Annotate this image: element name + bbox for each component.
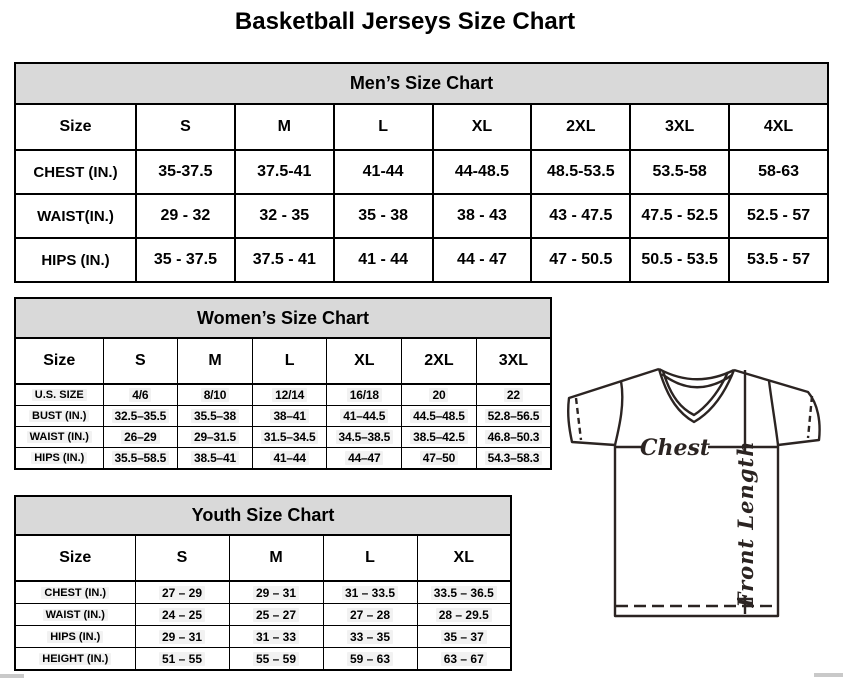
size-value-cell: 33 – 35 (323, 626, 417, 648)
row-label: WAIST (IN.) (15, 427, 103, 448)
size-value-cell: 33.5 – 36.5 (417, 581, 511, 604)
table-row (15, 406, 551, 427)
size-value-cell: 27 – 28 (323, 604, 417, 626)
size-value-cell: 38 - 43 (433, 194, 532, 238)
size-value-cell: 58-63 (729, 150, 828, 194)
front-length-label: Front Length (733, 440, 758, 608)
size-column-header: S (103, 338, 178, 384)
row-label: HIPS (IN.) (15, 238, 136, 282)
row-label: BUST (IN.) (15, 406, 103, 427)
size-value-cell: 41–44.5 (327, 406, 402, 427)
jersey-outline (568, 369, 819, 616)
table-row (15, 448, 551, 470)
size-value-cell: 52.8–56.5 (476, 406, 551, 427)
size-value-cell: 8/10 (178, 384, 253, 406)
men-table-title: Men’s Size Chart (15, 63, 828, 104)
size-value-cell: 55 – 59 (229, 648, 323, 671)
size-column-header: XL (327, 338, 402, 384)
size-value-cell: 34.5–38.5 (327, 427, 402, 448)
size-value-cell: 4/6 (103, 384, 178, 406)
chest-label: Chest (639, 435, 711, 461)
size-column-header: 2XL (531, 104, 630, 150)
jersey-measurement-diagram (556, 358, 826, 624)
size-value-cell: 50.5 - 53.5 (630, 238, 729, 282)
size-value-cell: 20 (402, 384, 477, 406)
size-column-header: 3XL (630, 104, 729, 150)
size-value-cell: 53.5 - 57 (729, 238, 828, 282)
size-value-cell: 35.5–58.5 (103, 448, 178, 470)
size-value-cell: 44.5–48.5 (402, 406, 477, 427)
size-value-cell: 35 - 37.5 (136, 238, 235, 282)
table-row (15, 194, 828, 238)
youth-size-table (14, 495, 512, 671)
size-value-cell: 29–31.5 (178, 427, 253, 448)
size-value-cell: 47.5 - 52.5 (630, 194, 729, 238)
size-value-cell: 63 – 67 (417, 648, 511, 671)
size-column-header: 3XL (476, 338, 551, 384)
size-column-header: S (136, 104, 235, 150)
size-value-cell: 35.5–38 (178, 406, 253, 427)
page-title: Basketball Jerseys Size Chart (234, 8, 576, 35)
size-value-cell: 32.5–35.5 (103, 406, 178, 427)
size-column-header: XL (417, 535, 511, 581)
size-column-header: L (334, 104, 433, 150)
size-value-cell: 38.5–41 (178, 448, 253, 470)
size-value-cell: 41–44 (252, 448, 327, 470)
size-value-cell: 35 - 38 (334, 194, 433, 238)
size-value-cell: 22 (476, 384, 551, 406)
table-row (15, 384, 551, 406)
size-value-cell: 53.5-58 (630, 150, 729, 194)
mens-size-table (14, 62, 829, 283)
row-label: U.S. SIZE (15, 384, 103, 406)
size-value-cell: 38.5–42.5 (402, 427, 477, 448)
size-value-cell: 48.5-53.5 (531, 150, 630, 194)
size-value-cell: 52.5 - 57 (729, 194, 828, 238)
size-value-cell: 54.3–58.3 (476, 448, 551, 470)
size-corner-label: Size (15, 338, 103, 384)
size-corner-label: Size (15, 104, 136, 150)
size-value-cell: 47 - 50.5 (531, 238, 630, 282)
size-column-header: XL (433, 104, 532, 150)
row-label: HIPS (IN.) (15, 626, 135, 648)
table-row (15, 604, 511, 626)
youth-table-title: Youth Size Chart (15, 496, 511, 535)
size-value-cell: 37.5 - 41 (235, 238, 334, 282)
size-value-cell: 26–29 (103, 427, 178, 448)
table-row (15, 150, 828, 194)
table-row (15, 648, 511, 671)
size-column-header: M (229, 535, 323, 581)
row-label: WAIST (IN.) (15, 604, 135, 626)
table-row (15, 238, 828, 282)
size-value-cell: 44-48.5 (433, 150, 532, 194)
size-value-cell: 16/18 (327, 384, 402, 406)
size-value-cell: 32 - 35 (235, 194, 334, 238)
size-value-cell: 27 – 29 (135, 581, 229, 604)
size-column-header: L (252, 338, 327, 384)
size-corner-label: Size (15, 535, 135, 581)
horizontal-scrollbar-right-fragment[interactable] (814, 673, 843, 677)
size-column-header: L (323, 535, 417, 581)
row-label: WAIST(IN.) (15, 194, 136, 238)
row-label: HEIGHT (IN.) (15, 648, 135, 671)
size-value-cell: 31 – 33.5 (323, 581, 417, 604)
size-value-cell: 46.8–50.3 (476, 427, 551, 448)
size-value-cell: 35-37.5 (136, 150, 235, 194)
size-value-cell: 29 – 31 (135, 626, 229, 648)
size-column-header: S (135, 535, 229, 581)
women-table-title: Women’s Size Chart (15, 298, 551, 338)
size-column-header: M (178, 338, 253, 384)
size-value-cell: 44–47 (327, 448, 402, 470)
size-value-cell: 31 – 33 (229, 626, 323, 648)
jersey-vneck (659, 369, 734, 422)
size-value-cell: 24 – 25 (135, 604, 229, 626)
row-label: HIPS (IN.) (15, 448, 103, 470)
table-row (15, 626, 511, 648)
size-value-cell: 28 – 29.5 (417, 604, 511, 626)
size-value-cell: 51 – 55 (135, 648, 229, 671)
size-value-cell: 25 – 27 (229, 604, 323, 626)
row-label: CHEST (IN.) (15, 150, 136, 194)
size-value-cell: 38–41 (252, 406, 327, 427)
size-value-cell: 35 – 37 (417, 626, 511, 648)
size-value-cell: 47–50 (402, 448, 477, 470)
horizontal-scrollbar-left-fragment[interactable] (0, 674, 24, 678)
table-row (15, 427, 551, 448)
size-value-cell: 43 - 47.5 (531, 194, 630, 238)
size-value-cell: 37.5-41 (235, 150, 334, 194)
size-value-cell: 29 – 31 (229, 581, 323, 604)
size-value-cell: 12/14 (252, 384, 327, 406)
size-value-cell: 31.5–34.5 (252, 427, 327, 448)
size-value-cell: 41-44 (334, 150, 433, 194)
row-label: CHEST (IN.) (15, 581, 135, 604)
size-value-cell: 44 - 47 (433, 238, 532, 282)
size-column-header: 2XL (402, 338, 477, 384)
size-column-header: M (235, 104, 334, 150)
table-row (15, 581, 511, 604)
size-value-cell: 41 - 44 (334, 238, 433, 282)
size-value-cell: 59 – 63 (323, 648, 417, 671)
womens-size-table (14, 297, 552, 470)
size-column-header: 4XL (729, 104, 828, 150)
size-value-cell: 29 - 32 (136, 194, 235, 238)
